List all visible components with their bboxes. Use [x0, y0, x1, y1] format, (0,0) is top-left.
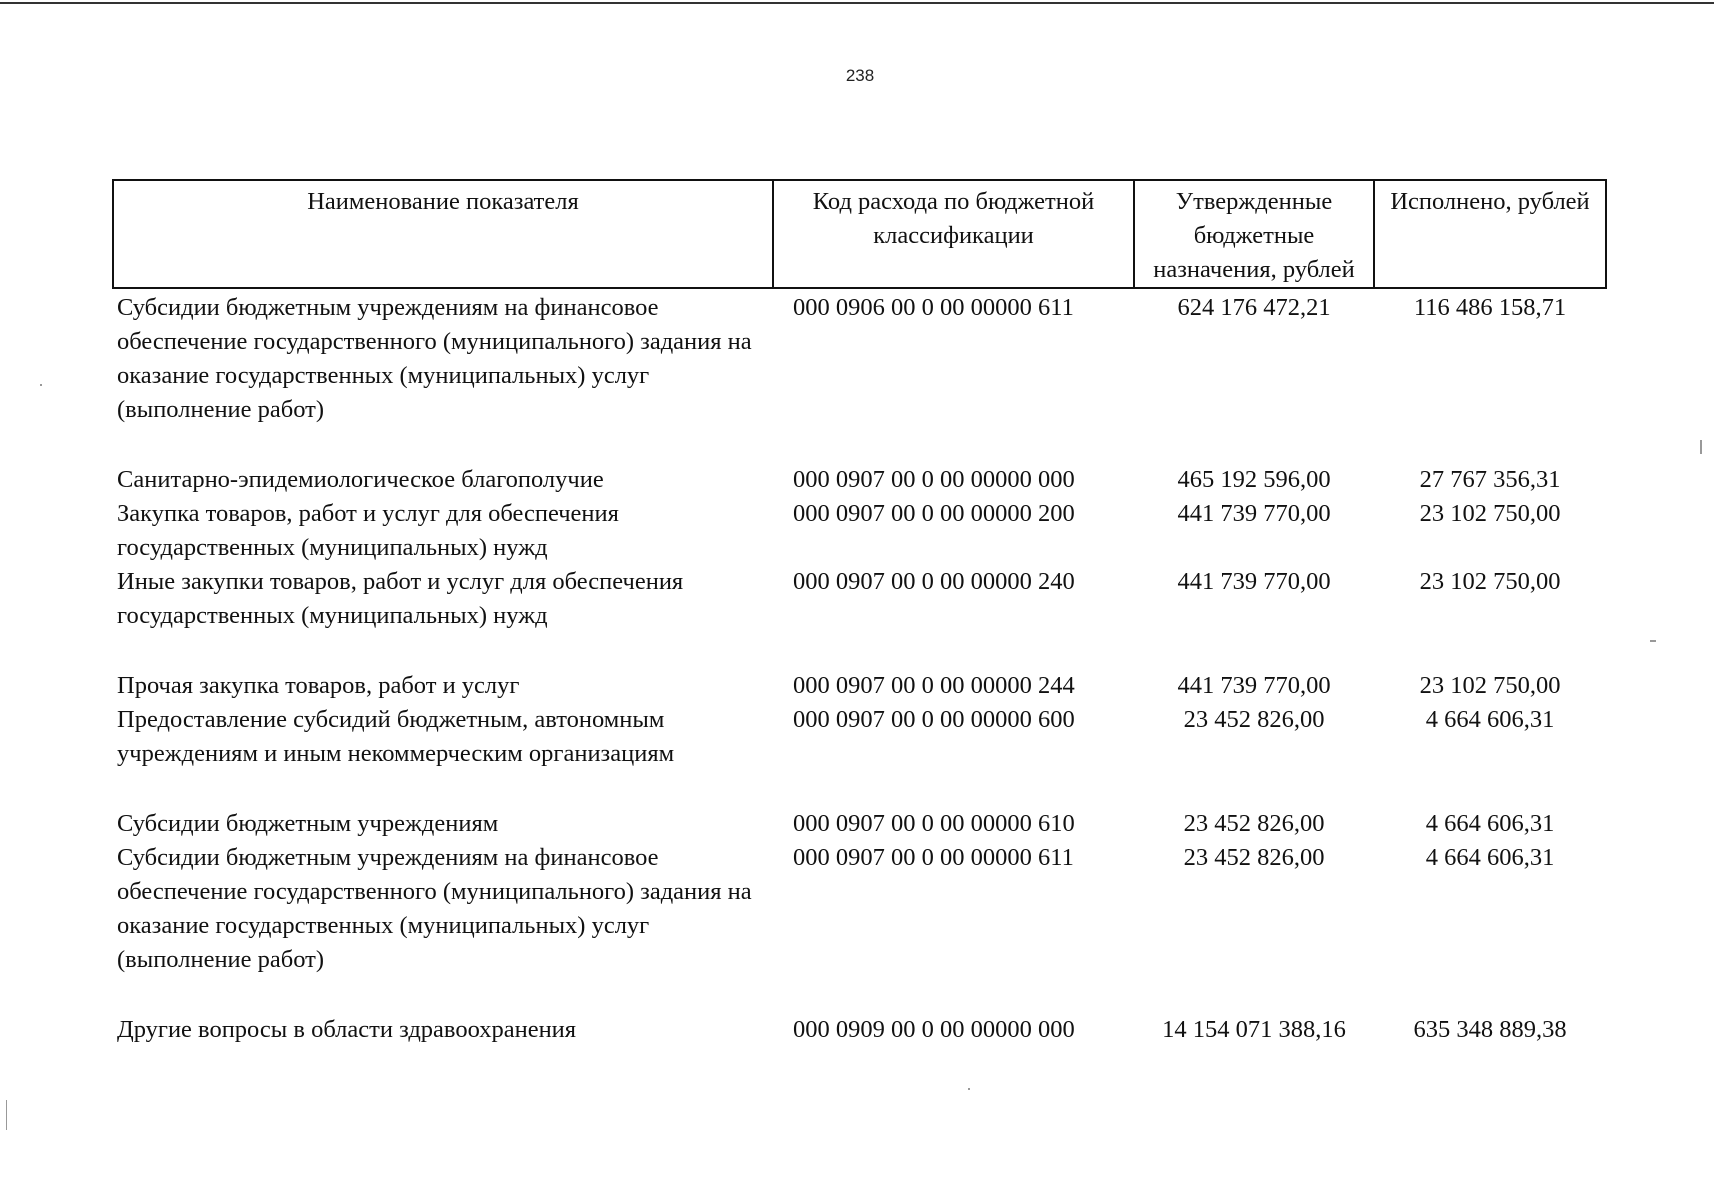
row-code: 000 0907 00 0 00 00000 244 — [793, 672, 1075, 699]
table-header-row — [113, 180, 1606, 288]
budget-execution-table — [112, 179, 1607, 1047]
row-executed: 4 664 606,31 — [1425, 810, 1555, 837]
row-code: 000 0907 00 0 00 00000 611 — [793, 844, 1074, 871]
table-row — [113, 1013, 1606, 1047]
row-approved: 23 452 826,00 — [1183, 810, 1325, 837]
row-code: 000 0909 00 0 00 00000 000 — [793, 1016, 1075, 1043]
scan-speck — [1700, 440, 1702, 454]
row-executed: 23 102 750,00 — [1419, 568, 1561, 595]
header-executed-amount: Исполнено, рублей — [1374, 180, 1606, 288]
row-name: Субсидии бюджетным учреждениям на финансовое обеспечение государственного (муниципального) задания на оказание государственных (муниципальных) услуг (выполнение работ) — [117, 294, 752, 423]
row-code: 000 0907 00 0 00 00000 240 — [793, 568, 1075, 595]
row-approved: 23 452 826,00 — [1183, 706, 1325, 733]
row-name: Субсидии бюджетным учреждениям — [117, 810, 499, 837]
row-code: 000 0907 00 0 00 00000 610 — [793, 810, 1075, 837]
row-code: 000 0907 00 0 00 00000 200 — [793, 500, 1075, 527]
row-code: 000 0906 00 0 00 00000 611 — [793, 294, 1074, 321]
row-name: Иные закупки товаров, работ и услуг для обеспечения государственных (муниципальных) нужд — [117, 568, 684, 629]
row-name: Другие вопросы в области здравоохранения — [117, 1016, 577, 1043]
row-executed: 23 102 750,00 — [1419, 672, 1561, 699]
table-row — [113, 807, 1606, 841]
header-budget-code: Код расхода по бюджетной классификации — [773, 180, 1134, 288]
row-code: 000 0907 00 0 00 00000 600 — [793, 706, 1075, 733]
row-name: Субсидии бюджетным учреждениям на финансовое обеспечение государственного (муниципального) задания на оказание государственных (муниципальных) услуг (выполнение работ) — [117, 844, 752, 973]
row-name: Санитарно-эпидемиологическое благополучие — [117, 466, 604, 493]
scan-speck — [6, 1100, 7, 1130]
row-executed: 27 767 356,31 — [1419, 466, 1561, 493]
row-name: Закупка товаров, работ и услуг для обеспечения государственных (муниципальных) нужд — [117, 500, 619, 561]
page-number: 238 — [845, 66, 875, 85]
row-approved: 23 452 826,00 — [1183, 844, 1325, 871]
scan-speck — [968, 1088, 970, 1090]
row-name: Предоставление субсидий бюджетным, автономным учреждениям и иным некоммерческим организациям — [117, 706, 675, 767]
row-executed: 635 348 889,38 — [1413, 1016, 1567, 1043]
header-indicator-name: Наименование показателя — [113, 180, 773, 288]
table-row — [113, 565, 1606, 669]
table-row — [113, 703, 1606, 807]
row-approved: 441 739 770,00 — [1177, 500, 1331, 527]
row-executed: 23 102 750,00 — [1419, 500, 1561, 527]
row-code: 000 0907 00 0 00 00000 000 — [793, 466, 1075, 493]
scan-speck — [40, 384, 42, 386]
table-row — [113, 497, 1606, 565]
table-row — [113, 669, 1606, 703]
header-approved-amount: Утвержденные бюджетные назначения, рублей — [1134, 180, 1374, 288]
scan-edge-line — [0, 2, 1714, 4]
table-row — [113, 288, 1606, 463]
table-row — [113, 463, 1606, 497]
row-executed: 4 664 606,31 — [1425, 706, 1555, 733]
row-approved: 465 192 596,00 — [1177, 466, 1331, 493]
row-executed: 4 664 606,31 — [1425, 844, 1555, 871]
row-name: Прочая закупка товаров, работ и услуг — [117, 672, 520, 699]
row-approved: 14 154 071 388,16 — [1162, 1016, 1346, 1043]
row-approved: 624 176 472,21 — [1177, 294, 1331, 321]
scan-speck — [1650, 640, 1656, 642]
row-approved: 441 739 770,00 — [1177, 568, 1331, 595]
row-approved: 441 739 770,00 — [1177, 672, 1331, 699]
row-executed: 116 486 158,71 — [1413, 294, 1567, 321]
table-row — [113, 841, 1606, 1013]
